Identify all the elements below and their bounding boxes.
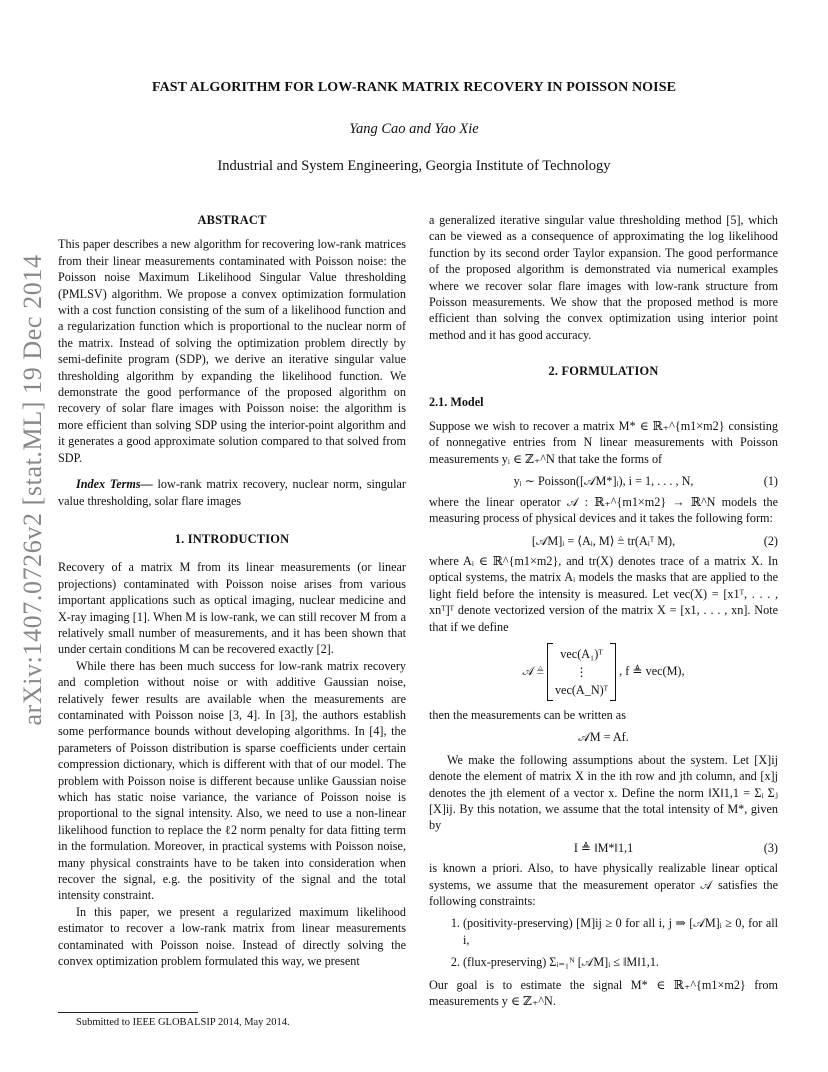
equation-2-body: [𝒜M]ᵢ = ⟨Aᵢ, M⟩ ≜ tr(Aᵢᵀ M),	[531, 533, 676, 548]
intro-paragraph-3: In this paper, we present a regularized maximum likelihood estimator to recover a low-rank matrix from linear measurements contaminated with Poisson noise. Instead of directly solving the convex optimization problem formulated this way, we present	[58, 904, 406, 969]
model-paragraph-4: then the measurements can be written as	[429, 707, 626, 722]
matrix-row-3: vec(A_N)ᵀ	[554, 682, 609, 697]
intro-paragraph-1: Recovery of a matrix M from its linear measurements (or linear projections) contaminated with Poisson noise arises from various important applications such as optical imaging, nuclear medicine and X-ray imaging [1]. When M is low-rank, we can still recover M from a relatively small number of measurements, and it has been shown that under certain conditions M can be recovered exactly [2].	[58, 560, 406, 657]
matrix-bracket	[547, 643, 616, 701]
equation-1-number: (1)	[763, 474, 778, 489]
equation-AM-body: 𝒜M = Af.	[578, 730, 629, 745]
equation-matrix-lhs: 𝒜 ≜	[522, 663, 544, 678]
equation-3-body: I ≜ ‖M*‖1,1	[573, 840, 634, 855]
equation-2	[429, 533, 778, 549]
equation-1	[429, 473, 778, 489]
arxiv-identifier: arXiv:1407.0726v2 [stat.ML] 19 Dec 2014	[18, 254, 47, 726]
matrix-row-1: vec(A₁)ᵀ	[560, 646, 603, 661]
paper-authors: Yang Cao and Yao Xie	[349, 121, 479, 137]
abstract-text: This paper describes a new algorithm for recovering low-rank matrices from their linear measurements contaminated with Poisson noise: the Poisson noise Maximum Likelihood Singular Value thresholding (PMLSV) algorithm. We propose a convex optimization formulation with a cost function consisting of the sum of a likelihood function and a regularization function which is proportional to the nuclear norm of the matrix. Instead of solving the optimization problem directly by semi-definite program (SDP), we derive an iterative singular value thresholding algorithm by expanding the likelihood function. We demonstrate the good performance of the proposed algorithm on recovery of solar flare images with Poisson noise: the algorithm is more efficient than solving SDP using the interior-point algorithm and it generates a good approximate solution compared to that solved from SDP.	[58, 237, 406, 465]
constraints-list	[429, 915, 778, 970]
model-paragraph-5: We make the following assumptions about the system. Let [X]ij denote the element of matrix X in the ith row and jth column, and [x]j denotes the jth element of a vector x. Define the norm ‖X‖1,1 = Σᵢ Σⱼ [X]ij. By this notation, we assume that the total intensity of M*, given by	[429, 752, 778, 833]
paper-affiliation: Industrial and System Engineering, Georgia Institute of Technology	[217, 158, 611, 174]
equation-matrix-rhs: , f ≜ vec(M),	[619, 663, 685, 678]
index-terms-label: Index Terms—	[76, 477, 153, 492]
model-paragraph-1: Suppose we wish to recover a matrix M* ∈ ℝ₊^{m1×m2} consisting of nonnegative entries from N linear measurements with Poisson measurements yᵢ ∈ ℤ₊^N that take the forms of	[429, 419, 778, 466]
equation-AM	[429, 729, 778, 745]
intro-paragraph-2: While there has been much success for low-rank matrix recovery and completion without noise or with additive Gaussian noise, relatively fewer results are available when the measurements are contaminated with Poisson noise [3, 4]. In [3], the authors establish some performance bounds without developing algorithms. In [4], the parameters of Poisson distribution is sparse coefficients under certain compression dictionary, which is different with that of our model. The problem with Poisson noise is different because unlike Gaussian noise which has static noise variance, the variance of Poisson noise is proportional to the signal intensity. Also, we need to use a non-linear likelihood function to replace the ℓ2 norm penalty for data fitting term in the formulation. Moreover, in practical systems with Poisson noise, many physical constraints have to be taken into consideration when recover the signal, e.g. the positivity of the signal and the total intensity constraint.	[58, 658, 406, 903]
model-paragraph-3: where Aᵢ ∈ ℝ^{m1×m2}, and tr(X) denotes trace of a matrix X. In optical systems, the matrix Aᵢ models the masks that are applied to the light field before the intensity is measured. Let vec(X) = [x1ᵀ, . . . , xnᵀ]ᵀ denote vectorized version of the matrix X = [x1, . . . , xn]. Note that if we define	[429, 553, 778, 634]
footnote: Submitted to IEEE GLOBALSIP 2014, May 2014.	[76, 1017, 290, 1028]
equation-2-number: (2)	[763, 533, 778, 548]
equation-1-body: yᵢ ∼ Poisson([𝒜M*]ᵢ), i = 1, . . . , N,	[513, 474, 694, 489]
model-paragraph-7: Our goal is to estimate the signal M* ∈ ℝ₊^{m1×m2} from measurements y ∈ ℤ₊^N.	[429, 977, 778, 1009]
model-paragraph-2: where the linear operator 𝒜 : ℝ₊^{m1×m2} → ℝ^N models the measuring process of physical devices and it takes the following form:	[429, 494, 778, 526]
list-item: 1. (positivity-preserving) [M]ij ≥ 0 for all i, j ⇒ [𝒜M]ᵢ ≥ 0, for all i,	[463, 915, 778, 948]
paper-title: FAST ALGORITHM FOR LOW-RANK MATRIX RECOVERY IN POISSON NOISE	[151, 80, 677, 95]
index-terms	[58, 476, 406, 509]
left-column	[58, 212, 406, 969]
footnote-rule	[58, 1012, 198, 1013]
intro-continued: a generalized iterative singular value thresholding method [5], which can be viewed as a consequence of approximating the log likelihood function by its second order Taylor expansion. The good performance of the proposed algorithm is demonstrated via numerical examples where we recover solar flare images with low-rank structure from Poisson measurements. We show that the proposed method is more efficient than solving the convex optimization using interior point method and it has good accuracy.	[429, 213, 778, 342]
equation-3-number: (3)	[763, 840, 778, 855]
abstract-heading: ABSTRACT	[197, 213, 267, 227]
index-terms-text: low-rank matrix recovery, nuclear norm, singular value thresholding, solar flare images	[58, 477, 406, 508]
model-paragraph-6: is known a priori. Also, to have physically realizable linear optical systems, we assume that the measurement operator 𝒜 satisfies the following constraints:	[429, 861, 778, 908]
equation-matrix-A	[429, 643, 778, 701]
right-column	[429, 212, 778, 1009]
introduction-heading: 1. INTRODUCTION	[174, 531, 290, 546]
equation-3	[429, 840, 778, 856]
formulation-heading: 2. FORMULATION	[548, 364, 659, 379]
matrix-row-2: ⋮	[575, 664, 588, 679]
arxiv-stamp	[6, 254, 60, 726]
model-subheading: 2.1. Model	[429, 394, 484, 409]
list-item: 2. (flux-preserving) Σᵢ₌₁ᴺ [𝒜M]ᵢ ≤ ‖M‖1,1.	[463, 954, 778, 970]
